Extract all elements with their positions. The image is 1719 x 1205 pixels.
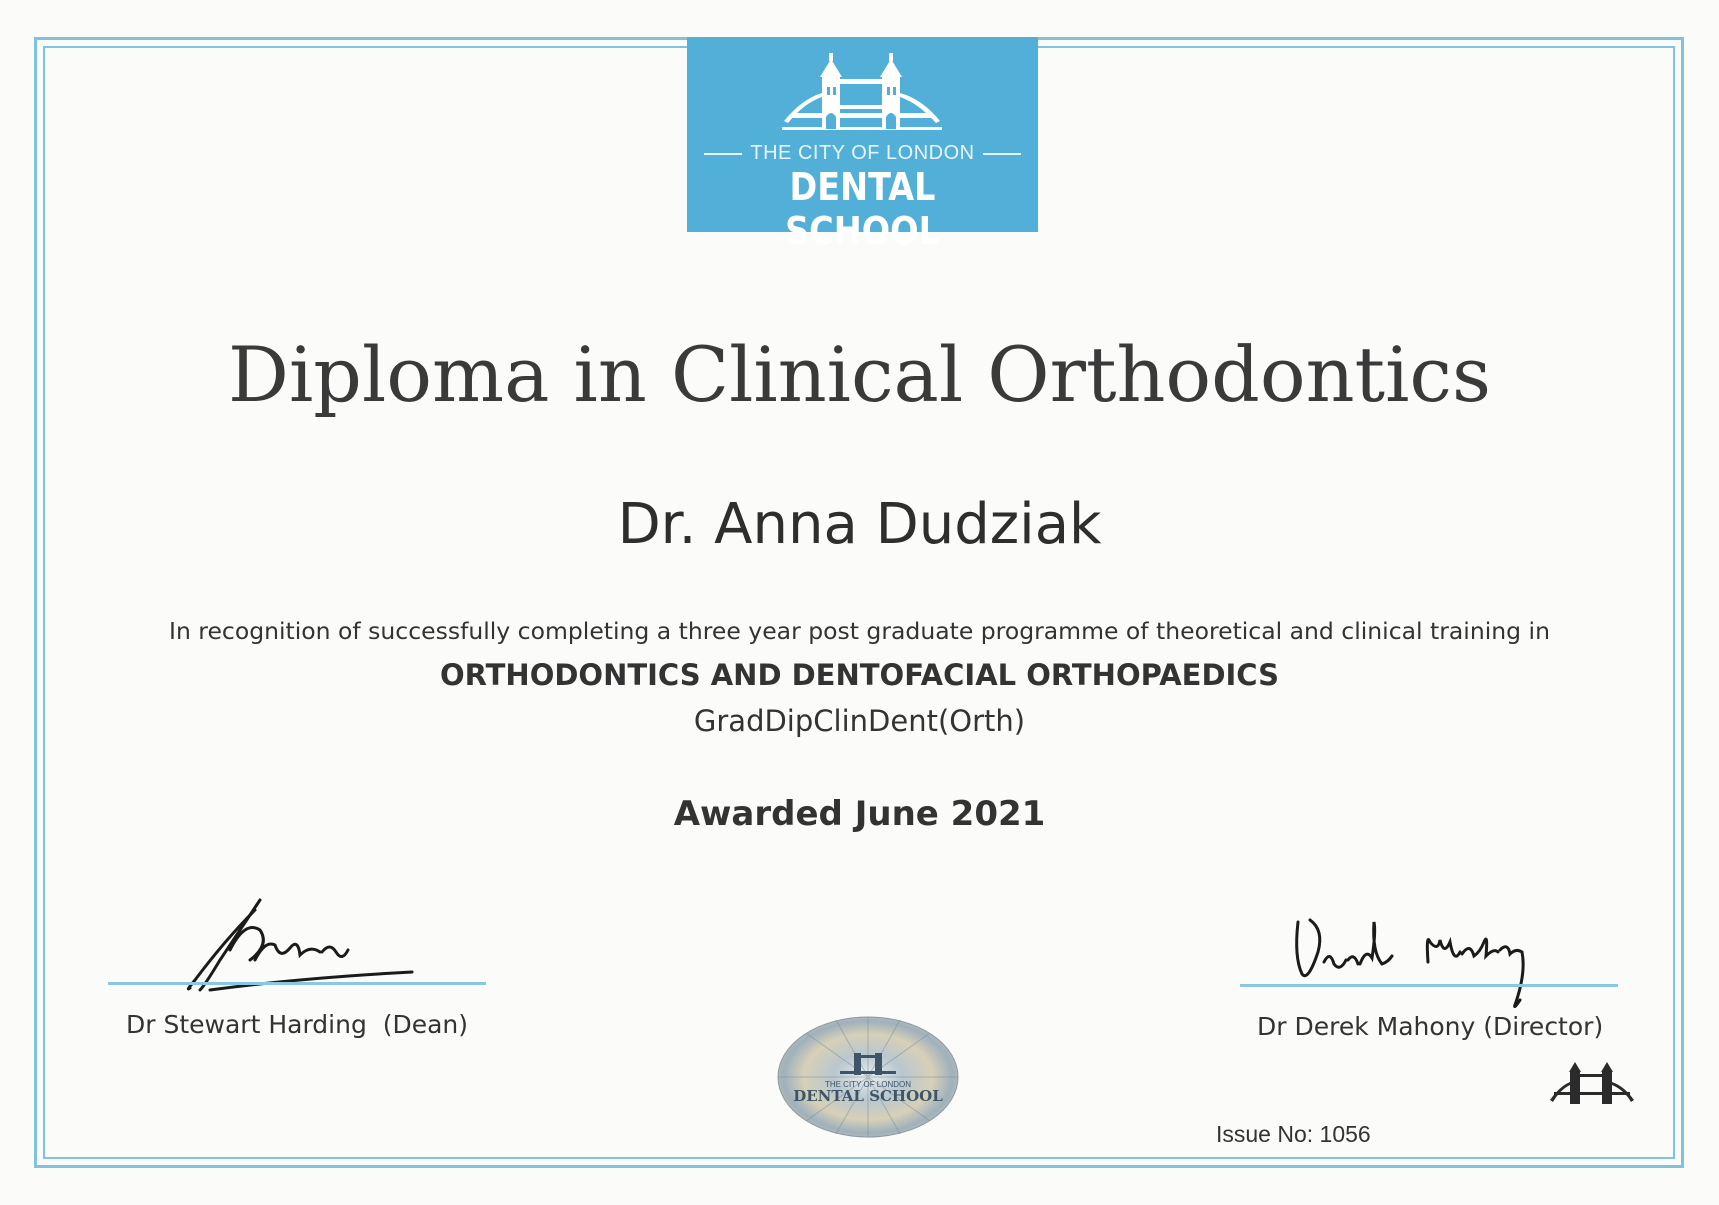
award-date: Awarded June 2021 <box>673 794 1046 834</box>
tower-bridge-small-icon <box>1550 1058 1634 1108</box>
diploma-title: Diploma in Clinical Orthodontics <box>228 330 1491 419</box>
hologram-title: DENTAL SCHOOL <box>793 1087 943 1105</box>
logo-title: DENTAL SCHOOL <box>785 165 940 253</box>
dean-name: Dr Stewart Harding (Dean) <box>126 1010 469 1039</box>
director-signature <box>1290 912 1560 1022</box>
dean-signature-line <box>108 982 486 985</box>
degree-code: GradDipClinDent(Orth) <box>693 704 1026 738</box>
discipline-title: ORTHODONTICS AND DENTOFACIAL ORTHOPAEDICS <box>439 658 1280 692</box>
school-logo <box>687 37 1038 253</box>
director-signature-line <box>1240 984 1618 987</box>
dean-signature <box>150 890 420 1005</box>
hologram-seal-icon <box>776 1015 960 1139</box>
hologram-subtitle: THE CITY OF LONDON <box>824 1080 912 1089</box>
director-name: Dr Derek Mahony (Director) <box>1257 1012 1604 1041</box>
logo-subtitle: THE CITY OF LONDON <box>687 142 1038 165</box>
tower-bridge-icon <box>782 47 942 137</box>
recipient-name: Dr. Anna Dudziak <box>617 492 1102 557</box>
issue-number: Issue No: 1056 <box>1216 1121 1371 1147</box>
recognition-text: In recognition of successfully completing a three year post graduate programme of theoretical and clinical training in <box>169 617 1550 645</box>
